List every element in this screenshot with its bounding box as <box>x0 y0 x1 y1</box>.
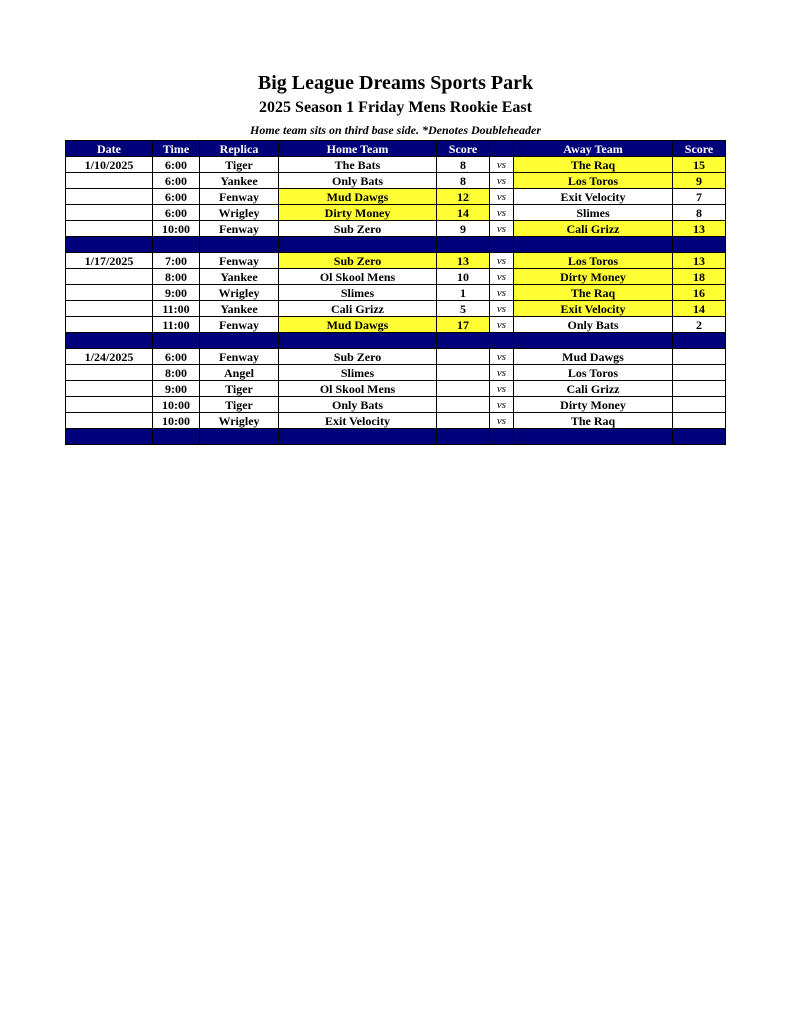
game-time: 10:00 <box>153 413 200 429</box>
game-replica-field: Fenway <box>200 317 279 333</box>
separator-cell <box>200 333 279 349</box>
home-score: 9 <box>437 221 490 237</box>
vs-label: vs <box>490 301 514 317</box>
schedule-table <box>65 140 726 445</box>
table-row <box>66 221 726 237</box>
game-date: 1/24/2025 <box>66 349 153 365</box>
separator-cell <box>66 333 153 349</box>
separator-cell <box>279 333 437 349</box>
away-score: 18 <box>673 269 726 285</box>
vs-label: vs <box>490 173 514 189</box>
game-time: 8:00 <box>153 269 200 285</box>
table-row <box>66 205 726 221</box>
page-subtitle: 2025 Season 1 Friday Mens Rookie East <box>259 99 532 116</box>
away-team: The Raq <box>514 413 673 429</box>
table-row <box>66 317 726 333</box>
home-score: 5 <box>437 301 490 317</box>
game-replica-field: Tiger <box>200 397 279 413</box>
away-team: Dirty Money <box>514 397 673 413</box>
away-score: 2 <box>673 317 726 333</box>
game-time: 11:00 <box>153 301 200 317</box>
game-time: 7:00 <box>153 253 200 269</box>
vs-label: vs <box>490 349 514 365</box>
separator-cell <box>514 237 673 253</box>
home-score: 8 <box>437 173 490 189</box>
game-replica-field: Angel <box>200 365 279 381</box>
table-row <box>66 397 726 413</box>
vs-label: vs <box>490 253 514 269</box>
home-team: Dirty Money <box>279 205 437 221</box>
away-team: Los Toros <box>514 365 673 381</box>
game-date <box>66 285 153 301</box>
table-row <box>66 365 726 381</box>
away-team: Los Toros <box>514 173 673 189</box>
table-row <box>66 413 726 429</box>
col-header-home-team: Home Team <box>279 141 437 157</box>
game-date <box>66 173 153 189</box>
home-team: Mud Dawgs <box>279 317 437 333</box>
table-row <box>66 349 726 365</box>
home-team: Ol Skool Mens <box>279 381 437 397</box>
away-score: 13 <box>673 221 726 237</box>
vs-label: vs <box>490 189 514 205</box>
col-header-replica: Replica <box>200 141 279 157</box>
table-row <box>66 301 726 317</box>
away-team: The Raq <box>514 157 673 173</box>
separator-cell <box>66 237 153 253</box>
vs-label: vs <box>490 317 514 333</box>
vs-label: vs <box>490 157 514 173</box>
col-header-away-score: Score <box>673 141 726 157</box>
vs-label: vs <box>490 269 514 285</box>
separator-cell <box>437 237 490 253</box>
vs-label: vs <box>490 365 514 381</box>
separator-cell <box>673 333 726 349</box>
separator-cell <box>200 429 279 445</box>
table-row <box>66 269 726 285</box>
table-row <box>66 381 726 397</box>
col-header-home-score: Score <box>437 141 490 157</box>
separator-cell <box>279 429 437 445</box>
home-team: Exit Velocity <box>279 413 437 429</box>
home-team: Ol Skool Mens <box>279 269 437 285</box>
game-time: 10:00 <box>153 397 200 413</box>
home-team: The Bats <box>279 157 437 173</box>
table-row <box>66 253 726 269</box>
game-date <box>66 365 153 381</box>
game-replica-field: Wrigley <box>200 285 279 301</box>
col-header-vs <box>490 141 514 157</box>
away-team: Cali Grizz <box>514 221 673 237</box>
home-score <box>437 349 490 365</box>
separator-cell <box>490 237 514 253</box>
away-score <box>673 381 726 397</box>
away-team: Slimes <box>514 205 673 221</box>
away-team: Cali Grizz <box>514 381 673 397</box>
home-team: Sub Zero <box>279 253 437 269</box>
vs-label: vs <box>490 413 514 429</box>
game-time: 6:00 <box>153 173 200 189</box>
game-date <box>66 189 153 205</box>
game-time: 6:00 <box>153 205 200 221</box>
away-team: Only Bats <box>514 317 673 333</box>
vs-label: vs <box>490 221 514 237</box>
home-score: 8 <box>437 157 490 173</box>
vs-label: vs <box>490 285 514 301</box>
away-score: 8 <box>673 205 726 221</box>
home-score <box>437 397 490 413</box>
home-team: Only Bats <box>279 173 437 189</box>
game-date <box>66 269 153 285</box>
home-score: 13 <box>437 253 490 269</box>
home-team: Cali Grizz <box>279 301 437 317</box>
home-score: 10 <box>437 269 490 285</box>
away-score: 9 <box>673 173 726 189</box>
separator-cell <box>200 237 279 253</box>
game-time: 10:00 <box>153 221 200 237</box>
game-replica-field: Tiger <box>200 381 279 397</box>
away-score <box>673 413 726 429</box>
game-replica-field: Yankee <box>200 269 279 285</box>
away-team: Mud Dawgs <box>514 349 673 365</box>
table-header-row <box>66 141 726 157</box>
separator-cell <box>490 429 514 445</box>
away-score <box>673 365 726 381</box>
separator-cell <box>153 237 200 253</box>
game-time: 6:00 <box>153 189 200 205</box>
separator-cell <box>437 429 490 445</box>
col-header-date: Date <box>66 141 153 157</box>
home-score: 14 <box>437 205 490 221</box>
home-team: Slimes <box>279 285 437 301</box>
game-date: 1/17/2025 <box>66 253 153 269</box>
separator-cell <box>514 333 673 349</box>
away-team: Exit Velocity <box>514 301 673 317</box>
separator-cell <box>153 429 200 445</box>
game-date <box>66 205 153 221</box>
col-header-time: Time <box>153 141 200 157</box>
game-time: 11:00 <box>153 317 200 333</box>
vs-label: vs <box>490 397 514 413</box>
game-replica-field: Wrigley <box>200 413 279 429</box>
game-time: 6:00 <box>153 349 200 365</box>
week-separator-row <box>66 237 726 253</box>
game-date <box>66 381 153 397</box>
game-date <box>66 397 153 413</box>
game-time: 8:00 <box>153 365 200 381</box>
week-separator-row <box>66 429 726 445</box>
game-replica-field: Yankee <box>200 301 279 317</box>
schedule-note: Home team sits on third base side. *Denotes Doubleheader <box>250 123 541 137</box>
away-score: 14 <box>673 301 726 317</box>
game-time: 9:00 <box>153 381 200 397</box>
game-replica-field: Wrigley <box>200 205 279 221</box>
home-score <box>437 381 490 397</box>
home-team: Only Bats <box>279 397 437 413</box>
table-row <box>66 285 726 301</box>
home-score: 12 <box>437 189 490 205</box>
separator-cell <box>673 237 726 253</box>
week-separator-row <box>66 333 726 349</box>
col-header-away-team: Away Team <box>514 141 673 157</box>
table-row <box>66 173 726 189</box>
separator-cell <box>153 333 200 349</box>
separator-cell <box>673 429 726 445</box>
home-team: Mud Dawgs <box>279 189 437 205</box>
away-team: The Raq <box>514 285 673 301</box>
game-replica-field: Fenway <box>200 349 279 365</box>
home-score <box>437 413 490 429</box>
home-score: 17 <box>437 317 490 333</box>
away-score: 13 <box>673 253 726 269</box>
vs-label: vs <box>490 205 514 221</box>
away-score: 16 <box>673 285 726 301</box>
game-date <box>66 413 153 429</box>
home-team: Slimes <box>279 365 437 381</box>
away-score: 7 <box>673 189 726 205</box>
separator-cell <box>514 429 673 445</box>
home-score: 1 <box>437 285 490 301</box>
page-title: Big League Dreams Sports Park <box>257 72 534 94</box>
home-team: Sub Zero <box>279 221 437 237</box>
away-score: 15 <box>673 157 726 173</box>
game-replica-field: Fenway <box>200 253 279 269</box>
game-date <box>66 317 153 333</box>
game-time: 9:00 <box>153 285 200 301</box>
away-team: Dirty Money <box>514 269 673 285</box>
game-replica-field: Tiger <box>200 157 279 173</box>
home-score <box>437 365 490 381</box>
home-team: Sub Zero <box>279 349 437 365</box>
game-replica-field: Fenway <box>200 221 279 237</box>
game-date: 1/10/2025 <box>66 157 153 173</box>
away-score <box>673 397 726 413</box>
table-row <box>66 157 726 173</box>
game-date <box>66 301 153 317</box>
game-replica-field: Fenway <box>200 189 279 205</box>
separator-cell <box>437 333 490 349</box>
table-row <box>66 189 726 205</box>
game-date <box>66 221 153 237</box>
away-team: Exit Velocity <box>514 189 673 205</box>
away-score <box>673 349 726 365</box>
away-team: Los Toros <box>514 253 673 269</box>
game-replica-field: Yankee <box>200 173 279 189</box>
separator-cell <box>279 237 437 253</box>
game-time: 6:00 <box>153 157 200 173</box>
separator-cell <box>66 429 153 445</box>
vs-label: vs <box>490 381 514 397</box>
separator-cell <box>490 333 514 349</box>
